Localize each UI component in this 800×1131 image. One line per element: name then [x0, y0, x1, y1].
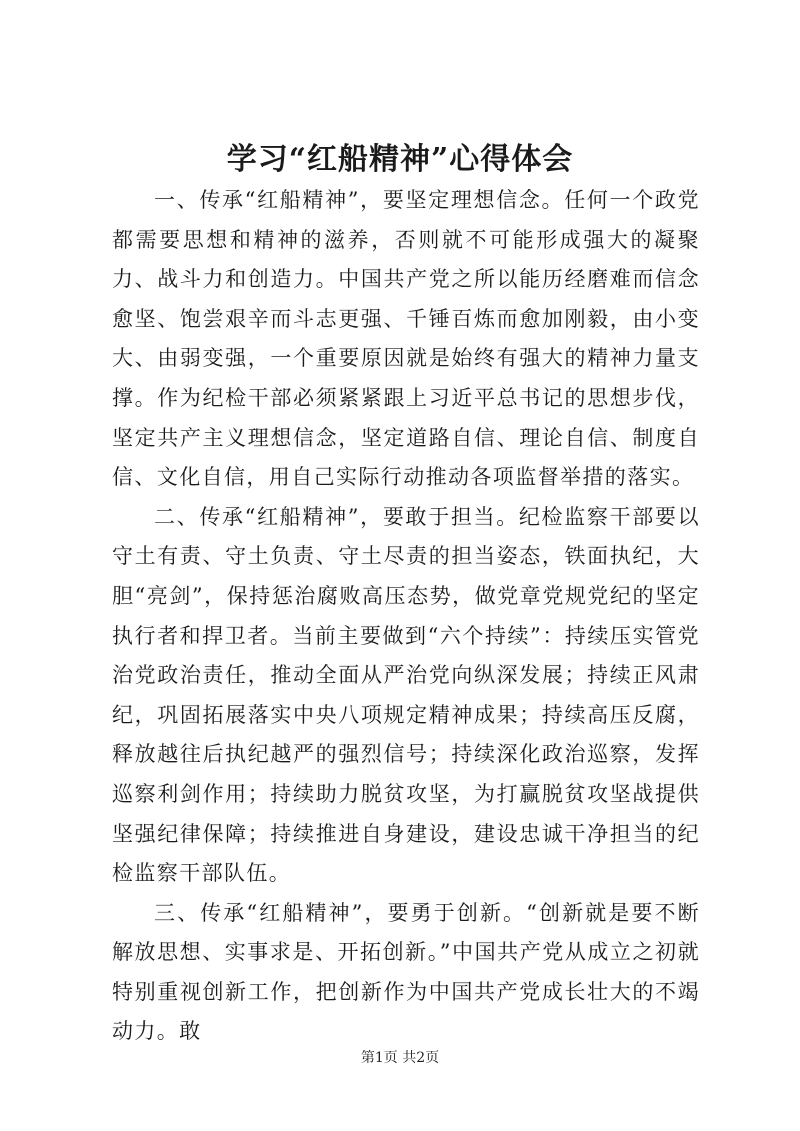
- paragraph-2: 二、传承“红船精神”，要敢于担当。纪检监察干部要以守土有责、守土负责、守土尽责的担当姿态，铁面执纪，大胆“亮剑”，保持惩治腐败高压态势，做党章党规党纪的坚定执行者和捍卫者。当前主要做到“六个持续”：持续压实管党治党政治责任，推动全面从严治党向纵深发展；持续正风肃纪，巩固拓展落实中央八项规定精神成果；持续高压反腐，释放越往后执纪越严的强烈信号；持续深化政治巡察，发挥巡察利剑作用；持续助力脱贫攻坚，为打赢脱贫攻坚战提供坚强纪律保障；持续推进自身建设，建设忠诚干净担当的纪检监察干部队伍。: [112, 504, 700, 886]
- paragraph-3: 三、传承“红船精神”，要勇于创新。“创新就是要不断解放思想、实事求是、开拓创新。”中国共产党从成立之初就特别重视创新工作，把创新作为中国共产党成长壮大的不竭动力。敢: [112, 900, 700, 1044]
- paragraph-1: 一、传承“红船精神”，要坚定理想信念。任何一个政党都需要思想和精神的滋养，否则就不可能形成强大的凝聚力、战斗力和创造力。中国共产党之所以能历经磨难而信念愈坚、饱尝艰辛而斗志更强、千锤百炼而愈加刚毅，由小变大、由弱变强，一个重要原因就是始终有强大的精神力量支撑。作为纪检干部必须紧紧跟上习近平总书记的思想步伐，坚定共产主义理想信念，坚定道路自信、理论自信、制度自信、文化自信，用自己实际行动推动各项监督举措的落实。: [112, 188, 700, 490]
- document-body: [112, 181, 700, 1052]
- page-footer: 第1页 共2页: [360, 1050, 440, 1066]
- page-title: 学习“红船精神”心得体会: [226, 142, 574, 177]
